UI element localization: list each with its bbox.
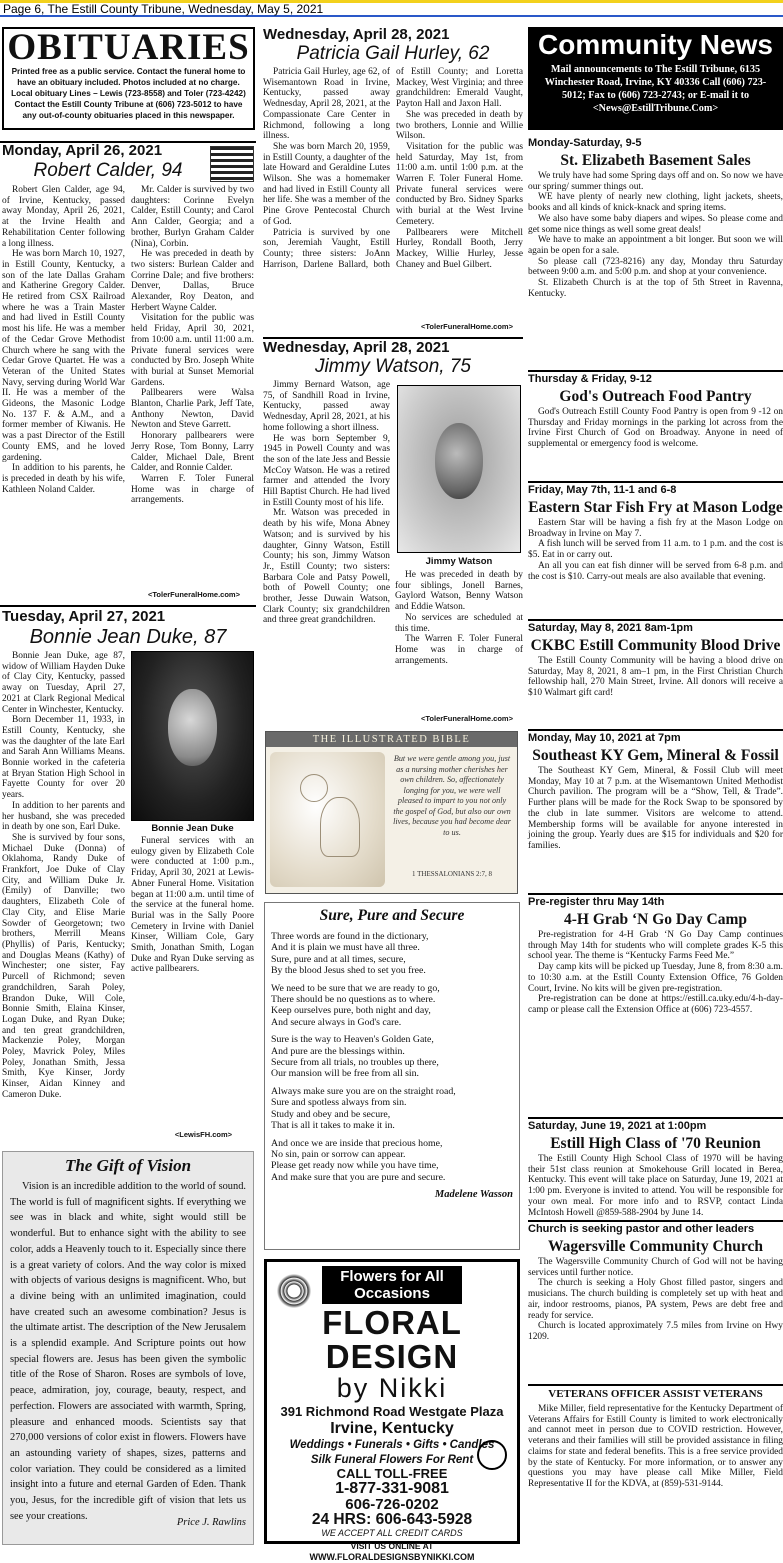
poem-line: And make sure that you are pure and secure. <box>271 1171 446 1183</box>
ad-url[interactable]: WWW.FLORALDESIGNSBYNIKKI.COM <box>309 1552 475 1562</box>
veterans-title: VETERANS OFFICER ASSIST VETERANS <box>548 1388 763 1400</box>
news-when: Monday, May 10, 2021 at 7pm <box>528 732 681 744</box>
poem-line: Please get ready now while you have time, <box>271 1160 439 1172</box>
news-paragraph: Eastern Star will be having a fish fry at the Mason Lodge on Broadway in Irvine on May 7. <box>528 518 783 539</box>
news-item <box>528 732 783 892</box>
teleflora-icon <box>477 1440 507 1470</box>
poem-stanza <box>271 1034 513 1080</box>
obit-paragraph: She was born March 20, 1959, in Estill County, a daughter of the late Howard and Geraldine Lutes Wilson. She was a homemaker and had lived in Estill County all her life. She was a member of the Pine Grove Pentecostal Church of God. <box>263 141 390 227</box>
obit-paragraph: She is survived by four sons, Michael Duke (Donna) of Oklahoma, Randy Duke of Frankfort, Joe Duke of Clay City, and William Duke Jr. (Emily) of Danville; two daughters, Elizabeth Cole of Clay City, and Elise Marie Sowder of Georgetown; two brothers, Merrill Means (Phyllis) of Paris, Kentucky; and Douglas Means (Kathy) of Winchester; one sister, Fay Purcell of Richmond; seven grandchildren, Sarah Poley, Brandon Duke, Will Cole, Bonnie Smith, Elaina Kinser, Logan Duke, and Ryan Duke; and ten great grandchildren, Mackenzie Poley, Morgan Poley, Mavrick Poley, Miles Poley, Jonathan Smith, Jessa Smith, Kye Kinser, Jordy Kinser, Aidan Kinney and Cameron Duke. <box>2 832 125 1100</box>
news-paragraph: The Wagersville Community Church of God will not be having services until further notice. <box>528 1257 783 1278</box>
news-body <box>528 766 783 852</box>
news-paragraph: We truly have had some Spring days off and on. So now we have our spring/ summer things out. <box>528 171 783 192</box>
obit-paragraph: In addition to his parents, he is preceded in death by his wife, Kathleen Noland Calder. <box>2 463 125 495</box>
news-body <box>528 407 783 450</box>
bible-illustration <box>270 752 385 887</box>
obit-name: Jimmy Watson, 75 <box>315 356 471 377</box>
poem-line: Sure and spotless always from sin. <box>271 1097 407 1109</box>
obit-source: <TolerFuneralHome.com> <box>148 590 240 599</box>
obit-paragraph: She was preceded in death by two brothers, Lonnie and Willie Wilson. <box>396 109 523 142</box>
obit-paragraph: Patricia Gail Hurley, age 62, of Wisemantown Road in Irvine, Kentucky, passed away Wednesday, April 28, 2021, at the Compassionate Care Center in Richmond, following a long illness. <box>263 67 390 142</box>
poem-stanza <box>271 1086 513 1132</box>
news-paragraph: We also have some baby diapers and wipes. So please come and get some nice things as well some great deals! <box>528 213 783 235</box>
news-paragraph: Pre-registration can be done at https://estill.ca.uky.edu/4-h-day-camp or please call the Extension Office at (606) 723-4557. <box>528 994 783 1015</box>
divider <box>528 370 783 372</box>
poem-stanza <box>271 931 513 977</box>
obit-paragraph: The Warren F. Toler Funeral Home was in charge of arrangements. <box>395 634 523 666</box>
news-item <box>528 137 783 367</box>
news-when: Saturday, June 19, 2021 at 1:00pm <box>528 1120 707 1132</box>
poem-line: Always make sure you are on the straight road, <box>271 1085 456 1097</box>
obit-paragraph: Honorary pallbearers were Jerry Rose, Tom Bonny, Larry Calder, Michael Dale, Brent Calder, and Ronnie Calder. <box>131 431 254 474</box>
obit-body <box>2 651 125 1100</box>
news-body <box>528 1154 783 1218</box>
poem-line: Sure is the way to Heaven's Golden Gate, <box>271 1034 434 1046</box>
obit-name: Bonnie Jean Duke, 87 <box>29 626 227 648</box>
news-title: God's Outreach Food Pantry <box>559 388 752 405</box>
news-paragraph: The Southeast KY Gem, Mineral, & Fossil Club will meet Monday, May 10 at 7 p.m. at the Wisemantown United Methodist Church pavilion. The program will be a “Show, Tell, & Trade”. Further plans will be made for the Rock Swap to be sponsored by the club in late summer. Visitors are welcome to attend. Membership forms will be available for anyone interested in joining the group. Yearly dues are $15 for individuals and $20 for families. <box>528 766 783 851</box>
ad-name: FLORAL DESIGN <box>322 1304 462 1375</box>
news-paragraph: The Estill County High School Class of 1970 will be having their 51st class reunion at Smokehouse Grill located in Berea, Kentucky. This event will take place on Saturday, June 19, 2021 at 1:00 pm. Everyone is invited to attend. You will be responsible for your own meal. For more info and to RSVP, contact Linda McIntosh Howell @859-588-2904 by June 14. <box>528 1154 783 1218</box>
news-paragraph: A fish lunch will be served from 11 a.m. to 1 p.m. and the cost is $5. Eat in or carry out. <box>528 539 783 561</box>
obituaries-title: OBITUARIES <box>7 27 250 68</box>
page-header: Page 6, The Estill County Tribune, Wednesday, May 5, 2021 <box>3 2 324 16</box>
divider <box>528 481 783 483</box>
poem-line: And pure are the blessings within. <box>271 1045 405 1057</box>
poem-body <box>271 931 513 1183</box>
obit-paragraph: No services are scheduled at this time. <box>395 612 523 634</box>
florist-ad <box>264 1259 520 1562</box>
news-title: Eastern Star Fish Fry at Mason Lodge <box>528 499 783 516</box>
obit-date: Wednesday, April 28, 2021 <box>263 339 450 356</box>
ad-silk: Silk Funeral Flowers For Rent <box>310 1454 474 1466</box>
news-paragraph: Church is located approximately 7.5 miles from Irvine on Hwy 1209. <box>528 1321 783 1342</box>
ad-phone-2: 606-726-0202 <box>345 1496 439 1513</box>
obit-date: Tuesday, April 27, 2021 <box>2 608 166 625</box>
obituary-hurley <box>263 27 523 333</box>
news-title: 4-H Grab ‘N Go Day Camp <box>564 911 747 928</box>
obit-date: Monday, April 26, 2021 <box>2 142 163 159</box>
poem-line: And it is plain we must have all three. <box>271 942 420 954</box>
news-title: Estill High Class of '70 Reunion <box>550 1135 761 1152</box>
divider <box>0 605 256 607</box>
obit-source: <TolerFuneralHome.com> <box>421 714 513 723</box>
photo-caption: Bonnie Jean Duke <box>151 823 234 834</box>
ad-banner: Flowers for All Occasions <box>322 1266 462 1304</box>
veterans-item <box>528 1388 783 1546</box>
news-paragraph: An all you can eat fish dinner will be served from 6-8 p.m. and the cost is $10. Carry-out meals are also available that evening. <box>528 560 783 582</box>
obit-paragraph: In addition to her parents and her husband, she was preceded in death by one son, Earl Duke. <box>2 800 125 833</box>
poem-title: Sure, Pure and Secure <box>319 907 465 924</box>
obit-paragraph: Visitation for the public was held Saturday, May 1st, from 11:00 a.m. until 1:00 p.m. at the Warren F. Toler Funeral Home. Private funeral services were conducted by Bro. Sidney Sparks with burial at the West Irvine Cemetery. <box>396 141 523 227</box>
news-when: Monday-Saturday, 9-5 <box>528 137 642 149</box>
news-paragraph: So please call (723-8216) any day, Monday thru Saturday between 9:00 a.m. and 5:00 p.m. and shop at your convenience. <box>528 256 783 278</box>
ad-address: 391 Richmond Road Westgate Plaza <box>280 1404 504 1419</box>
news-paragraph: We have to make an appointment a bit longer. But soon we will again be open for a sale. <box>528 235 783 256</box>
obit-paragraph: Funeral services with an eulogy given by Elizabeth Cole were conducted at 1:00 p.m., Friday, April 30, 2021 at Lewis-Abner Funeral Home. Visitation began at 11:00 a.m. until time of the service at the funeral home. Burial was in the Sally Poore Cemetery in Irvine with Daniel Kinser, William Cole, Gary Smith, Jonathan Smith, Logan Duke and Ryan Duke serving as active pallbearers. <box>131 836 254 975</box>
news-body <box>528 656 783 699</box>
obit-paragraph: He was born September 9, 1945 in Powell County and was the son of the late Jess and Bessie McCoy Watson. He was a retired farmer and attended the Ivory Hill Baptist Church. He had lived in Estill County most of his life. <box>263 433 390 508</box>
divider <box>528 1384 783 1386</box>
vision-author: Price J. Rawlins <box>176 1517 246 1528</box>
obit-paragraph: Mr. Watson was preceded in death by his wife, Mona Abney Watson; and is survived by his daughter, Ginny Watson, Estill County; his son, Jimmy Watson Jr., Estill County; two sisters: Barbara Cole and Patsy Powell, both of Powell County; one brother, Jesse Duwain Watson, Clark County; six grandchildren and three great grandchildren. <box>263 508 390 626</box>
bible-verse: But we were gentle among you, just as a nursing mother cherishes her own children. So, affectionately longing for you, we were well pleased to impart to you not only the gospel of God, but also our own lives, because you had become dear to us. <box>393 754 511 837</box>
obit-paragraph: He was preceded in death by two sisters: Burlean Calder and Corrine Dale; and five brothers: Denver, Dallas, Bruce Alexander, Roy Deaton, and Herbert Wayne Calder. <box>131 249 254 313</box>
vision-body: Vision is an incredible addition to the world of sound. The world is full of magnificent sights. If everything we see was in black and white, sight would still be wonderful. But to enhance sight with the ability to see color, adds a Heavenly touch to it. Especially since there is a great variety of colors. And the way color is mixed with objects of various designs is magnificent. Who, but a divine being with an unlimited imagination, could have created such an awesome combination? Jesus is the ultimate artist. The description of the New Jerusalem is a splendid example. And Scripture points out how special flowers are. Jesus has been given the symbolic title of the Rose of Sharon. Roses are symbols of love, peace, admiration, joy, courage, beauty, respect, and perfection. Flowers are associated with warmth, Spring, pleasure and enhanced moods. Scientists say that 270,000 versions of color exist in flowers. Flowers have an astounding variety of shapes, sizes, patterns and color variation. They could be considered as a limited insight into a future and eternal Garden of Eden. Thank you, Jesus, for the incredible gift of vision that lets us see your creations. <box>10 1181 246 1522</box>
ad-visit: VISIT US ONLINE AT <box>350 1541 434 1551</box>
obit-paragraph: He was born March 10, 1927, in Estill County, Kentucky, a son of the late Dallas Graham and Katherine Gregory Calder. He retired from CSX Railroad where he was a Train Master and had lived in Estill County most his life. He was a member of the Cedar Grove Methodist Church where he sang with the Cedar Grove Quartet. He was a Veteran of the United States Navy, serving during World War II. He was a member of the Gideons, the Masonic Lodge No. 137 F. & A.M., and a former member of Kiwanis. He was a past Director of the Estill County EMS, and he loved gardening. <box>2 249 125 463</box>
poem-line: By the blood Jesus shed to set you free. <box>271 965 426 977</box>
poem-line: Sure, pure and at all times, secure, <box>271 953 406 965</box>
obit-name: Robert Calder, 94 <box>33 160 183 181</box>
divider <box>528 619 783 621</box>
obit-paragraph: Warren F. Toler Funeral Home was in charge of arrangements. <box>131 473 254 506</box>
news-item <box>528 1223 783 1381</box>
ad-name-2: by Nikki <box>336 1373 448 1403</box>
news-paragraph: The church is seeking a Holy Ghost filled pastor, singers and musicians. The church building is completely set up with heat and air, indoor restrooms, pianos, PA system, Pews are debt free and ready for service. <box>528 1278 783 1321</box>
news-paragraph: Day camp kits will be picked up Tuesday, June 8, from 8:30 a.m. to 10:30 a.m. at the Estill County Extension Office, 76 Golden Court, Irvine. No kits will be given pre-registration. <box>528 962 783 994</box>
poem-line: Three words are found in the dictionary, <box>271 931 429 942</box>
news-paragraph: St. Elizabeth Church is at the top of 5th Street in Ravenna, Kentucky. <box>528 278 783 299</box>
ad-cards: WE ACCEPT ALL CREDIT CARDS <box>321 1528 463 1538</box>
news-when: Thursday & Friday, 9-12 <box>528 373 652 385</box>
obit-body-continued <box>131 836 254 1072</box>
obit-body <box>263 67 523 315</box>
ad-city: Irvine, Kentucky <box>330 1420 454 1437</box>
obit-paragraph: Robert Glen Calder, age 94, of Irvine, Kentucky, passed away Monday, April 26, 2021, at the Irvine Health and Rehabilitation Center following a long illness. <box>2 185 125 249</box>
news-title: CKBC Estill Community Blood Drive <box>530 637 781 654</box>
ad-services: Weddings • Funerals • Gifts • Candles <box>289 1439 495 1451</box>
obit-paragraph: Mr. Calder is survived by two daughters: Corinne Evelyn Calder, Estill County; and Carol Ann Calder, Georgia; and a brother, Burlyn Graham Calder (Nina), Corbin. <box>131 185 254 249</box>
obituary-duke <box>2 609 254 1141</box>
obit-body <box>263 380 390 718</box>
news-title: St. Elizabeth Basement Sales <box>560 152 751 169</box>
ad-hours: 24 HRS: 606-643-5928 <box>311 1511 473 1528</box>
poem-line: Study and obey and be secure, <box>271 1108 391 1120</box>
obit-paragraph: Bonnie Jean Duke, age 87, widow of William Hayden Duke of Clay City, Kentucky, passed away on Tuesday, April 27, 2021 at Clark Regional Medical Center in Winchester, Kentucky. <box>2 651 125 715</box>
obit-paragraph: Patricia is survived by one son, Jeremiah Vaught, Estill County; three sisters: JoAnn Harrison, Darlene Ballard, both of Estill County; and Loretta Mackey, West Virginia; and three grandchildren: Emerald Vaught, Payton Hall and Jaxon Hall. <box>263 67 523 270</box>
news-title: Wagersville Community Church <box>548 1238 763 1255</box>
poem-line: No sin, pain or sorrow can appear. <box>271 1148 406 1160</box>
news-item <box>528 622 783 727</box>
rose-icon <box>273 1268 315 1314</box>
divider <box>528 1117 783 1119</box>
news-paragraph: God's Outreach Estill County Food Pantry is open from 9 -12 on Thursday and Friday mornings in the parking lot across from the Irvine First Church of God on Broadway. Anyone in need of supplemental or emergency food is welcome. <box>528 407 783 450</box>
obit-paragraph: Jimmy Bernard Watson, age 75, of Sandhill Road in Irvine, Kentucky, passed away Wednesday, April 28, 2021, at his home following a short illness. <box>263 380 390 433</box>
news-paragraph: WE have plenty of nearly new clothing, light jackets, sheets, books and all kinds of knick-knack and spring items. <box>528 192 783 214</box>
poem-box <box>264 902 520 1250</box>
flag-icon <box>210 146 254 182</box>
ad-tollfree: CALL TOLL-FREE <box>336 1466 448 1481</box>
community-news-header <box>528 27 783 130</box>
bible-reference: 1 THESSALONIANS 2:7, 8 <box>412 870 492 878</box>
poem-line: Our mansion will be free from all sin. <box>271 1068 420 1080</box>
news-body <box>528 171 783 299</box>
news-title: Southeast KY Gem, Mineral & Fossil <box>532 747 779 764</box>
obit-paragraph: Pallbearers were Walsa Blanton, Charlie Park, Jeff Tate, Anthony Newton, David Newton and Steve Garrett. <box>131 388 254 431</box>
poem-line: Secure from all trials, no troubles up there, <box>271 1057 439 1069</box>
poem-line: There should be no questions as to where. <box>271 994 436 1006</box>
news-body <box>528 518 783 582</box>
obit-source: <LewisFH.com> <box>174 1130 232 1139</box>
community-contact: Mail announcements to The Estill Tribune, 6135 Winchester Road, Irvine, KY 40336 Call (606) 723-5012; Fax to (606) 723-2743; or E-mail it to <News@EstillTribune.Com> <box>544 64 767 114</box>
poem-line: And once we are inside that precious home, <box>271 1137 443 1149</box>
poem-author: Madelene Wasson <box>434 1189 513 1201</box>
obituaries-note: Printed free as a public service. Contact the funeral home to have an obituary included. Photos included at no charge. Local obituary Lines – Lewis (723-8558) and Toler (723-4242) Contact the Estill County Tribune at (606) 723-5012 to have any out-of-county obituaries placed in this newspaper. <box>11 67 246 120</box>
page-header-bar <box>0 0 783 17</box>
obit-paragraph: Visitation for the public was held Friday, April 30, 2021, from 10:00 a.m. until 11:00 a.m. Private funeral services were conducted by Bro. Joseph White with burial at Sunset Memorial Gardens. <box>131 313 254 388</box>
obit-paragraph: Pallbearers were Mitchell Hurley, Rondall Booth, Jerry Mackey, Willie Hurley, Jesse Chaney and Buel Gilbert. <box>396 227 523 270</box>
divider <box>528 729 783 731</box>
obit-paragraph: He was preceded in death by four siblings, Jonell Barnes, Gaylord Watson, Benny Watson and Eddie Watson. <box>395 570 523 613</box>
poem-line: Keep ourselves pure, both night and day, <box>271 1005 431 1017</box>
illustrated-bible <box>265 731 518 894</box>
obit-name: Patricia Gail Hurley, 62 <box>296 43 490 64</box>
news-item <box>528 1120 783 1219</box>
bible-header: THE ILLUSTRATED BIBLE <box>266 732 517 747</box>
poem-line: And secure always in God's care. <box>271 1016 402 1028</box>
ad-phone-1: 1-877-331-9081 <box>335 1480 449 1497</box>
gift-of-vision-box <box>2 1151 254 1545</box>
poem-stanza <box>271 1138 513 1184</box>
obituary-calder <box>2 143 254 601</box>
community-title: Community News <box>538 29 773 60</box>
news-when: Pre-register thru May 14th <box>528 896 665 908</box>
news-item <box>528 896 783 1114</box>
news-item <box>528 373 783 479</box>
news-body <box>528 930 783 1016</box>
duke-photo <box>131 651 254 821</box>
obituaries-box <box>2 27 255 130</box>
news-paragraph: The Estill County Community will be having a blood drive on Saturday, May 8, 2021, 8 am–1 pm, in the First Christian Church fellowship hall, 270 Main Street, Irvine. All donors will receive a $10 Walmart gift card! <box>528 656 783 699</box>
news-paragraph: Mike Miller, field representative for the Kentucky Department of Veterans Affairs for Estill County is limited to work electronically and cannot meet in person due to COVID restriction. However, veterans and their families will still be provided assistance in filing claims for state and federal benefits. This is a free service provided by the state of Kentucky. For more information, or to answer any questions you may have please call Mike Miller, Field Representative II for the KDVA, at (859)-531-9144. <box>528 1404 783 1489</box>
divider <box>528 893 783 895</box>
obituary-watson <box>263 340 523 725</box>
news-body <box>528 1257 783 1343</box>
poem-line: We need to be sure that we are ready to go, <box>271 982 440 994</box>
obit-date: Wednesday, April 28, 2021 <box>263 26 450 43</box>
watson-photo <box>397 385 521 553</box>
photo-caption: Jimmy Watson <box>425 556 493 567</box>
news-when: Church is seeking pastor and other leaders <box>528 1223 755 1235</box>
poem-stanza <box>271 983 513 1029</box>
veterans-body <box>528 1404 783 1490</box>
obit-paragraph: Born December 11, 1933, in Estill County, Kentucky, she was the daughter of the late Earl and Sarah Ann Williams Means. Bonnie worked in the cafeteria at Bryan Station High School in Fayette County for over 20 years. <box>2 715 125 801</box>
news-when: Friday, May 7th, 11-1 and 6-8 <box>528 484 677 496</box>
obit-body-continued <box>395 570 523 702</box>
divider <box>528 1220 783 1222</box>
vision-title: The Gift of Vision <box>64 1156 192 1175</box>
news-when: Saturday, May 8, 2021 8am-1pm <box>528 622 693 634</box>
obit-source: <TolerFuneralHome.com> <box>421 322 513 331</box>
news-paragraph: Pre-registration for 4-H Grab ‘N Go Day Camp continues through May 14th for students who will complete grades K-5 this school year. The theme is “Kentucky Farms Feed Me.” <box>528 930 783 962</box>
obit-body <box>2 185 254 506</box>
poem-line: That is all it takes to make it in. <box>271 1120 395 1132</box>
news-item <box>528 484 783 616</box>
